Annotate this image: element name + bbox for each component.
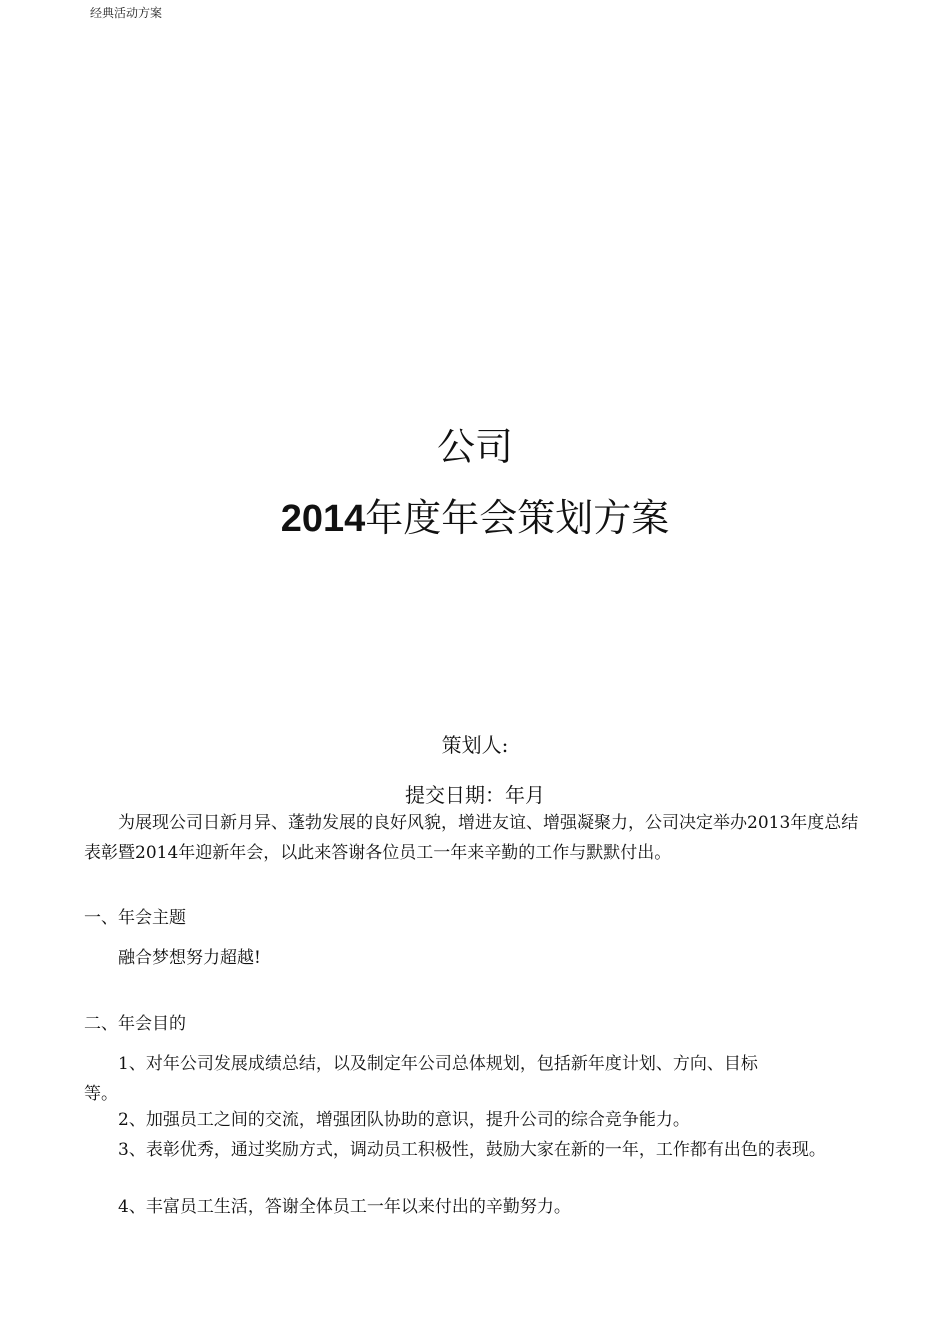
section-heading-theme: 一、年会主题 (84, 908, 186, 928)
title-year: 2014 (280, 498, 366, 540)
document-title (0, 492, 950, 545)
title-rest: 年度年会策划方案 (365, 496, 670, 540)
purpose-item-4: 4、丰富员工生活，答谢全体员工一年以来付出的辛勤努力。 (118, 1197, 571, 1217)
intro-paragraph: 为展现公司日新月异、蓬勃发展的良好风貌，增进友谊、增强凝聚力，公司决定举办2013年度总结表彰暨2014年迎新年会，以此来答谢各位员工一年来辛勤的工作与默默付出。 (84, 813, 859, 863)
section-heading-purpose: 二、年会目的 (84, 1014, 186, 1034)
purpose-item-3: 3、表彰优秀，通过奖励方式，调动员工积极性，鼓励大家在新的一年，工作都有出色的表现。 (118, 1140, 826, 1160)
purpose-item-1: 1、对年公司发展成绩总结，以及制定年公司总体规划，包括新年度计划、方向、目标等。 (84, 1054, 758, 1104)
header-note: 经典活动方案 (90, 6, 163, 20)
theme-text: 融合梦想努力超越! (118, 948, 261, 968)
planner-label: 策划人: (441, 733, 509, 757)
submit-date-label: 提交日期：年月 (405, 783, 545, 807)
document-title-company: 公司 (436, 425, 513, 469)
purpose-item-2: 2、加强员工之间的交流，增强团队协助的意识，提升公司的综合竞争能力。 (118, 1110, 690, 1130)
